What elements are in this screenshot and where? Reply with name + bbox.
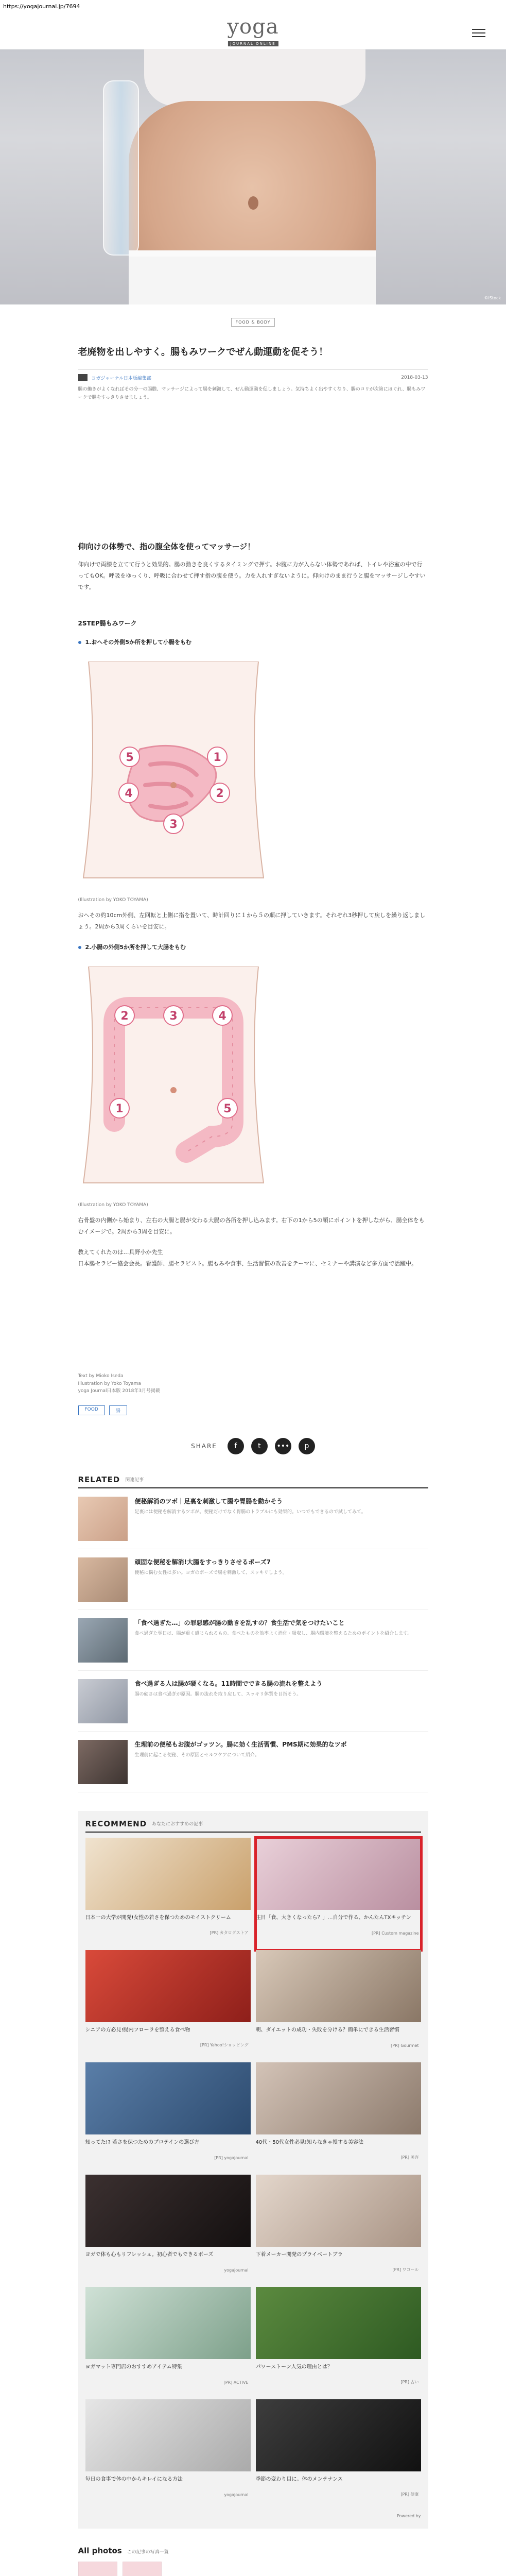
related-item[interactable]: 生理前の便秘もお腹がゴッツン。腸に効く生活習慣、PMS期に効果的なツボ 生理前に起こる便秘、その原因とセルフケアについて紹介。 [78, 1740, 428, 1792]
step-2-heading: 2.小腸の外側5か所を押して大腸をもむ [78, 943, 428, 951]
photo-thumbnail[interactable] [123, 2562, 162, 2576]
related-thumbnail [78, 1618, 128, 1663]
recommend-card[interactable]: ヨガマット専門店のおすすめアイテム特集 [PR] ACTIVE [85, 2287, 251, 2399]
illustration-large-intestine [78, 967, 269, 1188]
photos-section [78, 2546, 428, 2576]
url-bar: https://yogajournal.jp/7694 [3, 3, 80, 10]
illustration-small-intestine [78, 662, 269, 883]
related-item[interactable]: 「食べ過ぎた…」の罪悪感が腸の動きを乱すの？食生活で気をつけたいこと 食べ過ぎた翌日は、腸が重く感じられるもの。食べたものを効率よく消化・吸収し、腸内環境を整えるためのポイントを紹介します。 [78, 1618, 428, 1671]
related-thumbnail [78, 1740, 128, 1784]
recommend-card[interactable]: パワーストーン人気の理由とは？ [PR] 占い [256, 2287, 421, 2399]
photos-title: All photos [78, 2546, 122, 2555]
illustration-caption-1: (Illustration by YOKO TOYAMA) [78, 897, 148, 903]
related-title: RELATED [78, 1475, 120, 1484]
recommend-section [78, 1811, 428, 2529]
recommend-card[interactable]: 知ってた!? 若さを保つためのプロテインの選び方 [PR] yogajournal [85, 2062, 251, 2175]
recommend-card[interactable]: 毎日の食事で体の中からキレイになる方法 yogajournal [85, 2399, 251, 2512]
article-credits: Text by Mioko Iseda Illustration by Yoko Toyama yoga Journal日本版 2018年3月号掲載 [78, 1374, 161, 1394]
powered-by: Powered by [397, 2513, 421, 2518]
related-item[interactable]: 頑固な便秘を解消!大腸をすっきりさせるポーズ7 便秘に悩む女性は多い。ヨガのポーズで腸を刺激して、スッキリしよう。 [78, 1557, 428, 1610]
tag-intestine[interactable]: 腸 [109, 1405, 127, 1415]
pinterest-icon[interactable]: p [299, 1438, 315, 1454]
ad-space-2 [78, 1269, 428, 1372]
hero-image [0, 49, 506, 304]
twitter-icon[interactable]: t [251, 1438, 268, 1454]
facebook-icon[interactable]: f [228, 1438, 244, 1454]
recommend-card[interactable]: 朝、ダイエットの成功・失敗を分ける？簡単にできる生活習慣 [PR] Gourmet [256, 1950, 421, 2062]
ad-space [78, 402, 428, 535]
photo-thumbnail[interactable] [78, 2562, 117, 2576]
publish-date: 2018-03-13 [401, 375, 428, 380]
share-bar [78, 1438, 428, 1454]
step-1-heading: 1.おへその外側5か所を押して小腸をもむ [78, 638, 428, 646]
svg-text:2: 2 [120, 1010, 129, 1023]
photos-subtitle: この記事の写真一覧 [127, 2549, 169, 2555]
recommend-card[interactable]: 季節の変わり目に。体のメンテナンス [PR] 健康 [256, 2399, 421, 2512]
recommend-subtitle: あなたにおすすめの記事 [152, 1822, 203, 1827]
line-icon[interactable]: ••• [275, 1438, 291, 1454]
site-logo[interactable] [227, 16, 278, 47]
article [78, 316, 428, 2576]
tag-food[interactable]: FOOD [78, 1405, 105, 1415]
recommend-card[interactable]: シニアの方必見!腸内フローラを整える食べ物 [PR] Yahoo!ショッピング [85, 1950, 251, 2062]
tag-list [78, 1405, 428, 1415]
illustration-caption-2: (Illustration by YOKO TOYAMA) [78, 1202, 148, 1208]
svg-text:4: 4 [124, 787, 133, 801]
svg-text:4: 4 [218, 1010, 226, 1023]
article-meta [78, 369, 428, 381]
recommend-card[interactable]: ヨガで体も心もリフレッシュ。初心者でもできるポーズ yogajournal [85, 2175, 251, 2287]
paragraph-step-1: おへその約10cm外側、左回転と上側に指を置いて、時計回りに１から５の順に押していきます。それぞれ3秒押して戻しを繰り返しましょう。2周から3周くらいを目安に。 [78, 912, 426, 930]
share-label: SHARE [191, 1442, 217, 1450]
recommend-card[interactable]: 40代・50代女性必見!知らなきゃ損する美容法 [PR] 美容 [256, 2062, 421, 2175]
logo-word: yoga [227, 15, 279, 39]
section-heading-steps: 2STEP腸もみワーク [78, 620, 137, 628]
article-title: 老廃物を出しやすく。腸もみワークでぜん動運動を促そう！ [78, 347, 328, 358]
related-section [78, 1475, 428, 1792]
recommend-card[interactable]: 日本一の大学が開発!女性の若さを保つためのモイストクリーム [PR] カタログストア [85, 1838, 251, 1950]
related-item[interactable]: 便秘解消のツボ｜足裏を刺激して腸や胃腸を動かそう 足裏には便秘を解消するツボが。便秘だけでなく胃腸のトラブルにも効果的。いつでもできるので試してみて。 [78, 1497, 428, 1549]
author-link[interactable]: ヨガジャーナル日本版編集部 [91, 376, 151, 381]
related-item[interactable]: 食べ過ぎる人は腸が硬くなる。11時間でできる腸の流れを整えよう 腸の硬さは食べ過ぎが原因。腸の流れを取り戻して、スッキリ体質を目指そう。 [78, 1679, 428, 1732]
paragraph-intro: 仰向けで両膝を立てて行うと効果的。腸の動きを良くするタイミングで押す。お腹に力が入らない体勢であれば、トイレや浴室の中で行ってもOK。呼吸をゆっくり、呼吸に合わせて押す指の腹を使う。力を入れすぎないように。仰向けのまま行うと腸をマッサージしやすいです。 [78, 561, 426, 591]
recommend-title: RECOMMEND [85, 1819, 147, 1828]
category-badge[interactable]: FOOD & BODY [231, 318, 275, 327]
paragraph-step-2: 右骨盤の内側から始まり、左右の大腸と腸が交わる大腸の各所を押し込みます。右下の1から5の順にポイントを押しながら、腸全体をもむイメージで。2周から3周を目安に。 [78, 1217, 425, 1235]
svg-text:5: 5 [223, 1103, 232, 1116]
recommend-card[interactable]: 下着メーカー開発のプライベートブラ [PR] ワコール [256, 2175, 421, 2287]
related-subtitle: 関連記事 [125, 1478, 144, 1483]
svg-text:2: 2 [215, 787, 224, 801]
section-heading-intro: 仰向けの体勢で、指の腹全体を使ってマッサージ！ [78, 542, 255, 552]
teacher-description: 日本腸セラピー協会会長。看護師、腸セラピスト。腸もみや食事、生活習慣の改善をテーマに、セミナーや講演など多方面で活躍中。 [78, 1260, 417, 1267]
article-lead: 腸の働きがよくなればその分一の腸膜、マッサージによって腸を刺激して、ぜん動運動を促しましょう。気持ちよく出やすくなり、腸のコリが次第にほぐれ、腸もみワークで腸をすっきりさせましょう。 [78, 387, 426, 401]
author-icon [78, 374, 88, 381]
logo-tagline: JOURNAL ONLINE [228, 41, 278, 46]
related-thumbnail [78, 1497, 128, 1541]
teacher-name: 教えてくれたのは…具野小か先生 [78, 1249, 163, 1256]
svg-text:3: 3 [169, 818, 178, 832]
related-thumbnail [78, 1679, 128, 1723]
site-header [0, 13, 506, 49]
hero-credit: ©iStock [484, 296, 501, 300]
svg-text:5: 5 [125, 751, 134, 765]
related-thumbnail [78, 1557, 128, 1602]
svg-text:1: 1 [115, 1103, 124, 1116]
recommend-card-highlighted[interactable]: 注目「食、大きくなったら？」…自分で作る、かんたんTXキッチン [PR] Custom magazine [256, 1838, 421, 1950]
svg-text:3: 3 [169, 1010, 178, 1023]
svg-text:1: 1 [213, 751, 221, 765]
menu-icon[interactable] [472, 29, 485, 40]
